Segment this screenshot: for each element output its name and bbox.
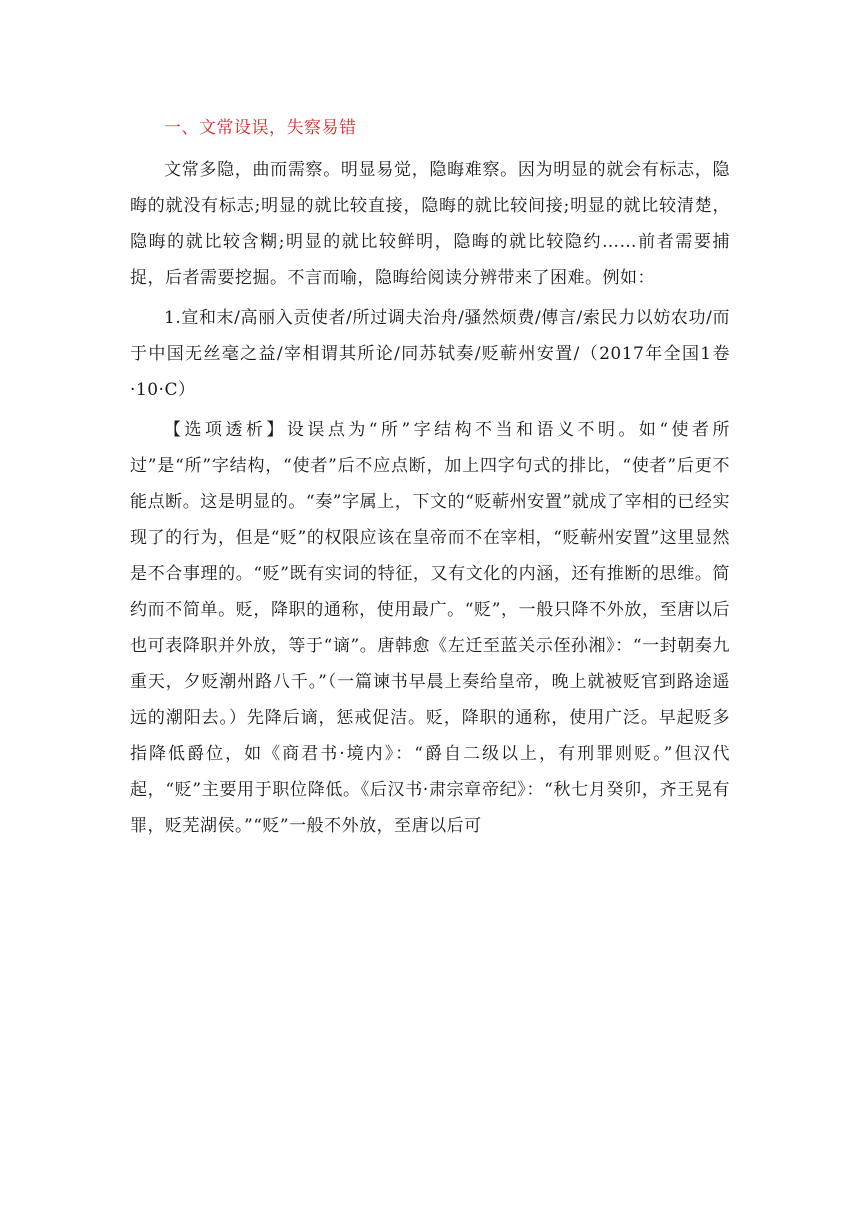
example-paragraph: 1.宣和末/高丽入贡使者/所过调夫治舟/骚然烦费/傳言/索民力以妨农功/而于中国无丝毫之益/宰相谓其所论/同苏轼奏/贬蕲州安置/（2017年全国1卷·10·C） [130, 308, 730, 400]
section-heading: 一、文常设误，失察易错 [164, 118, 357, 138]
analysis-paragraph: 【选项透析】设误点为“所”字结构不当和语义不明。如“使者所过”是“所”字结构，“使者”后不应点断，加上四字句式的排比，“使者”后更不能点断。这是明显的。“奏”字属上，下文的“贬蕲州安置”就成了宰相的已经实现了的行为，但是“贬”的权限应该在皇帝而不在宰相，“贬蕲州安置”这里显然是不合事理的。“贬”既有实词的特征，又有文化的内涵，还有推断的思维。简约而不简单。贬，降职的通称，使用最广。“贬”，一般只降不外放，至唐以后也可表降职并外放，等于“谪”。唐韩愈《左迁至蓝关示侄孙湘》：“一封朝奏九重天，夕贬潮州路八千。”（一篇谏书早晨上奏给皇帝，晚上就被贬官到路途遥远的潮阳去。）先降后谪，惩戒促洁。贬，降职的通称，使用广泛。早起贬多指降低爵位，如《商君书·境内》：“爵自二级以上，有刑罪则贬。”但汉代起，“贬”主要用于职位降低。《后汉书·肃宗章帝纪》：“秋七月癸卯，齐王晃有罪，贬芜湖侯。”“贬”一般不外放，至唐以后可 [130, 420, 730, 836]
document-body [130, 110, 730, 844]
intro-paragraph: 文常多隐，曲而需察。明显易觉，隐晦难察。因为明显的就会有标志，隐晦的就没有标志;明显的就比较直接，隐晦的就比较间接;明显的就比较清楚，隐晦的就比较含糊;明显的就比较鲜明，隐晦的就比较隐约……前者需要捕捉，后者需要挖掘。不言而喻，隐晦给阅读分辨带来了困难。例如： [130, 160, 730, 288]
